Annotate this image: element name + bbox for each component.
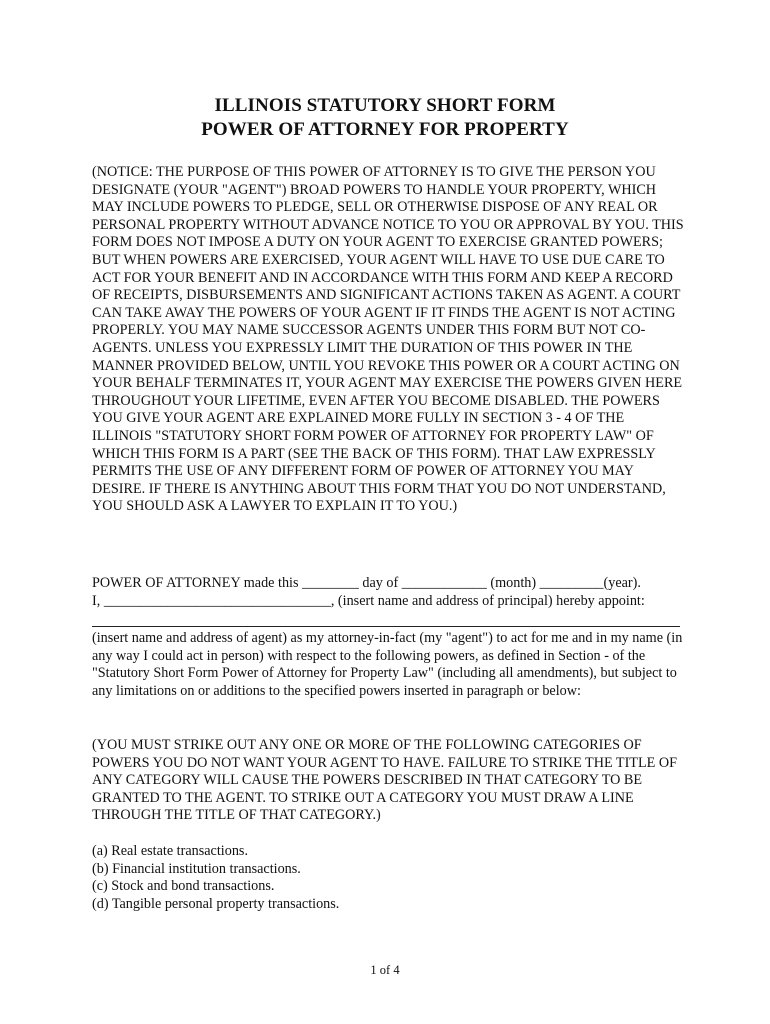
powers-list [92, 843, 339, 913]
power-item-financial-institution: (b) Financial institution transactions. [92, 860, 301, 877]
power-of-attorney-intro [92, 575, 686, 610]
power-item-real-estate: (a) Real estate transactions. [92, 843, 248, 859]
document-title-line-1: ILLINOIS STATUTORY SHORT FORM [214, 95, 556, 116]
power-item-stock-and-bond: (c) Stock and bond transactions. [92, 878, 275, 895]
principal-line: I, ________________________________, (insert name and address of principal) hereby appoint: [92, 592, 645, 609]
agent-name-blank-line [92, 626, 680, 627]
page-number: 1 of 4 [370, 963, 400, 977]
document-title-line-2: POWER OF ATTORNEY FOR PROPERTY [201, 119, 569, 140]
date-line: POWER OF ATTORNEY made this ________ day of ____________ (month) _________(year). [92, 575, 641, 591]
power-item-tangible-personal-property: (d) Tangible personal property transactions. [92, 895, 340, 912]
strike-out-notice: (YOU MUST STRIKE OUT ANY ONE OR MORE OF THE FOLLOWING CATEGORIES OF POWERS YOU DO NOT WANT YOUR AGENT TO HAVE. FAILURE TO STRIKE THE TITLE OF ANY CATEGORY WILL CAUSE THE POWERS DESCRIBED IN THAT CATEGORY TO BE GRANTED TO THE AGENT. TO STRIKE OUT A CATEGORY YOU MUST DRAW A LINE THROUGH THE TITLE OF THAT CATEGORY.) [92, 737, 677, 824]
agent-paragraph: (insert name and address of agent) as my attorney-in-fact (my "agent") to act for me and in my name (in any way I could act in person) with respect to the following powers, as defined in Section - of the "Statutory Short Form Power of Attorney for Property Law" (including all amendments), but subject to any limitations on or additions to the specified powers inserted in paragraph or below: [92, 630, 683, 699]
notice-paragraph: (NOTICE: THE PURPOSE OF THIS POWER OF ATTORNEY IS TO GIVE THE PERSON YOU DESIGNATE (YOUR "AGENT") BROAD POWERS TO HANDLE YOUR PROPERTY, WHICH MAY INCLUDE POWERS TO PLEDGE, SELL OR OTHERWISE DISPOSE OF ANY REAL OR PERSONAL PROPERTY WITHOUT ADVANCE NOTICE TO YOU OR APPROVAL BY YOU. THIS FORM DOES NOT IMPOSE A DUTY ON YOUR AGENT TO EXERCISE GRANTED POWERS; BUT WHEN POWERS ARE EXERCISED, YOUR AGENT WILL HAVE TO USE DUE CARE TO ACT FOR YOUR BENEFIT AND IN ACCORDANCE WITH THIS FORM AND KEEP A RECORD OF RECEIPTS, DISBURSEMENTS AND SIGNIFICANT ACTIONS TAKEN AS AGENT. A COURT CAN TAKE AWAY THE POWERS OF YOUR AGENT IF IT FINDS THE AGENT IS NOT ACTING PROPERLY. YOU MAY NAME SUCCESSOR AGENTS UNDER THIS FORM BUT NOT CO-AGENTS. UNLESS YOU EXPRESSLY LIMIT THE DURATION OF THIS POWER IN THE MANNER PROVIDED BELOW, UNTIL YOU REVOKE THIS POWER OR A COURT ACTING ON YOUR BEHALF TERMINATES IT, YOUR AGENT MAY EXERCISE THE POWERS GIVEN HERE THROUGHOUT YOUR LIFETIME, EVEN AFTER YOU BECOME DISABLED. THE POWERS YOU GIVE YOUR AGENT ARE EXPLAINED MORE FULLY IN SECTION 3 - 4 OF THE ILLINOIS "STATUTORY SHORT FORM POWER OF ATTORNEY FOR PROPERTY LAW" OF WHICH THIS FORM IS A PART (SEE THE BACK OF THIS FORM). THAT LAW EXPRESSLY PERMITS THE USE OF ANY DIFFERENT FORM OF POWER OF ATTORNEY YOU MAY DESIRE. IF THERE IS ANYTHING ABOUT THIS FORM THAT YOU DO NOT UNDERSTAND, YOU SHOULD ASK A LAWYER TO EXPLAIN IT TO YOU.) [92, 164, 684, 515]
